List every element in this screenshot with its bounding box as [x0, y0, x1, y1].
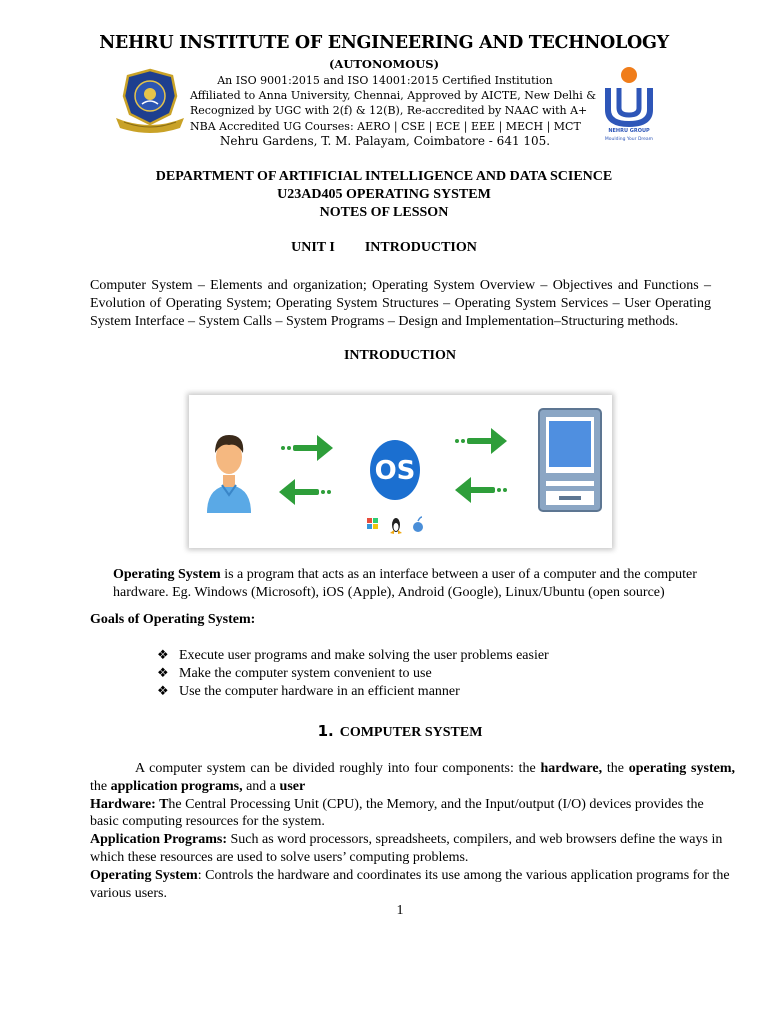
applications-paragraph: Application Programs: Such as word processors, spreadsheets, compilers, and web browsers define the ways in which these resources are used to solve users’ computing problems. [90, 832, 723, 865]
list-item: ❖ Make the computer system convenient to use [157, 666, 432, 681]
operating-system-paragraph: Operating System: Controls the hardware and coordinates its use among the various application programs for the various users. [90, 867, 730, 901]
user-icon [207, 435, 251, 513]
autonomous-label: (AUTONOMOUS) [328, 57, 440, 71]
section-title: COMPUTER SYSTEM [339, 725, 483, 740]
computer-icon [539, 409, 601, 511]
course-code: U23AD405 OPERATING SYSTEM [277, 187, 491, 202]
arrows-os-hardware-icon [455, 428, 507, 503]
list-item: ❖ Execute user programs and make solving the user problems easier [157, 648, 549, 663]
institute-address: Nehru Gardens, T. M. Palayam, Coimbatore - 641 105. [219, 133, 551, 148]
introduction-heading: INTRODUCTION [343, 348, 456, 363]
hardware-paragraph: Hardware: The Central Processing Unit (CPU), the Memory, and the Input/output (I/O) devices provides the basic computing resources for the system. [90, 796, 704, 830]
apple-icon [413, 517, 423, 532]
nehru-group-logo [600, 66, 658, 142]
syllabus-text: Computer System – Elements and organization; Operating System Overview – Objectives and Functions – Evolution of Operating System; Operating System Structures – Operating System Services – User Operating System Interface – System Calls – System Programs – Design and Implementation–Structuring methods. [90, 278, 711, 329]
goals-list [157, 647, 549, 701]
unit-heading [0, 240, 768, 256]
department-block [0, 168, 768, 222]
os-term: Operating System [113, 567, 221, 582]
os-definition [113, 566, 743, 602]
section-heading [0, 722, 768, 741]
os-icon [370, 440, 420, 500]
institute-accreditation [190, 73, 597, 149]
diamond-bullet-icon: ❖ [157, 684, 169, 699]
page-number: 1 [396, 903, 404, 918]
os-interface-diagram [189, 395, 612, 548]
computer-system-text [90, 760, 735, 902]
accreditation-line: NBA Accredited UG Courses: AERO | CSE | ECE | EEE | MECH | MCT [190, 119, 581, 133]
arrows-user-os-icon [279, 435, 333, 505]
accreditation-line: Affiliated to Anna University, Chennai, Approved by AICTE, New Delhi & [190, 89, 597, 103]
os-definition-text: is a program that acts as an interface between a user of a computer and the computer hardware. Eg. Windows (Microsoft), iOS (Apple), Android (Google), Linux/Ubuntu (open source) [113, 567, 697, 600]
linux-icon [390, 518, 402, 534]
section-number: 1. [317, 722, 334, 740]
department-name: DEPARTMENT OF ARTIFICIAL INTELLIGENCE AND DATA SCIENCE [155, 169, 613, 184]
institute-name: NEHRU INSTITUTE OF ENGINEERING AND TECHNOLOGY [99, 33, 669, 53]
goals-heading: Goals of Operating System: [90, 612, 256, 627]
accreditation-line: An ISO 9001:2015 and ISO 14001:2015 Certified Institution [217, 74, 553, 87]
diamond-bullet-icon: ❖ [157, 666, 169, 681]
svg-text:NEHRU GROUP: NEHRU GROUP [608, 128, 650, 134]
unit-label: UNIT I [291, 240, 335, 255]
notes-label: NOTES OF LESSON [319, 205, 449, 220]
unit-title: INTRODUCTION [364, 240, 477, 255]
institute-emblem-logo [112, 68, 188, 136]
os-label: OS [374, 456, 416, 486]
components-intro: A computer system can be divided roughly into four components: the hardware, the operating system, the application programs, and a user [90, 761, 735, 794]
windows-icon [367, 518, 378, 529]
accreditation-line: Recognized by UGC with 2(f) & 12(B), Re-accredited by NAAC with A+ [190, 104, 588, 118]
unit-syllabus [90, 277, 711, 330]
diamond-bullet-icon: ❖ [157, 648, 169, 663]
list-item: ❖ Use the computer hardware in an efficient manner [157, 684, 460, 699]
logo-tagline: Moulding Your Dream [604, 137, 654, 142]
